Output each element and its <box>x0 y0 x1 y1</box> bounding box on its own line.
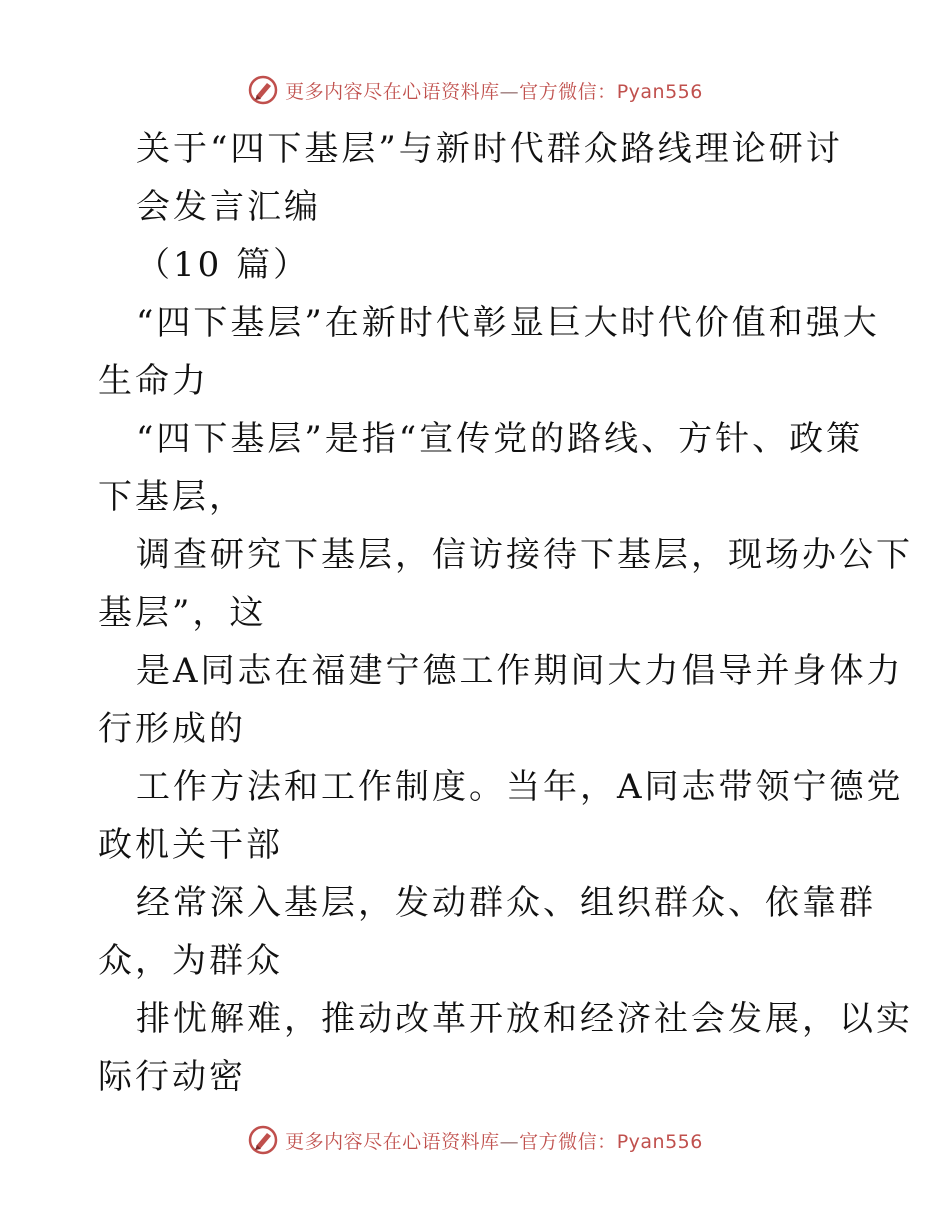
paragraph-line: “四下基层”是指“宣传党的路线、方针、政策 <box>136 419 864 459</box>
paragraph-line: 政机关干部 <box>98 825 283 865</box>
watermark-contact-id: Pyan556 <box>616 80 703 103</box>
document-count: （10 篇） <box>136 245 311 285</box>
watermark-contact-label: 官方微信： <box>519 1130 617 1153</box>
watermark-text: 更多内容尽在心语资料库 <box>285 80 500 103</box>
watermark-contact-label: 官方微信： <box>519 80 617 103</box>
document-title-line-2: 会发言汇编 <box>136 187 321 227</box>
pen-logo-icon <box>247 74 279 106</box>
paragraph-line: 基层”，这 <box>98 593 267 633</box>
paragraph-line: 众，为群众 <box>98 941 283 981</box>
watermark-separator: — <box>499 1130 520 1153</box>
paragraph-line: 是A同志在福建宁德工作期间大力倡导并身体力 <box>136 651 904 691</box>
section-heading-line-1: “四下基层”在新时代彰显巨大时代价值和强大 <box>136 303 880 343</box>
pen-logo-icon <box>247 1124 279 1156</box>
paragraph-line: 经常深入基层，发动群众、组织群众、依靠群 <box>136 883 876 923</box>
paragraph-line: 调查研究下基层，信访接待下基层，现场办公下 <box>136 535 913 575</box>
document-body <box>98 120 913 1106</box>
paragraph-line: 工作方法和工作制度。当年，A同志带领宁德党 <box>136 767 904 807</box>
paragraph-line: 行形成的 <box>98 709 246 749</box>
watermark-contact-id: Pyan556 <box>616 1130 703 1153</box>
paragraph-line: 排忧解难，推动改革开放和经济社会发展，以实 <box>136 999 913 1039</box>
watermark-banner-top <box>0 72 950 108</box>
watermark-text: 更多内容尽在心语资料库 <box>285 1130 500 1153</box>
document-title-line-1: 关于“四下基层”与新时代群众路线理论研讨 <box>136 129 843 169</box>
paragraph-line: 际行动密 <box>98 1057 246 1097</box>
watermark-separator: — <box>499 80 520 103</box>
section-heading-line-2: 生命力 <box>98 361 209 401</box>
watermark-banner-bottom <box>0 1122 950 1158</box>
paragraph-line: 下基层， <box>98 477 246 517</box>
